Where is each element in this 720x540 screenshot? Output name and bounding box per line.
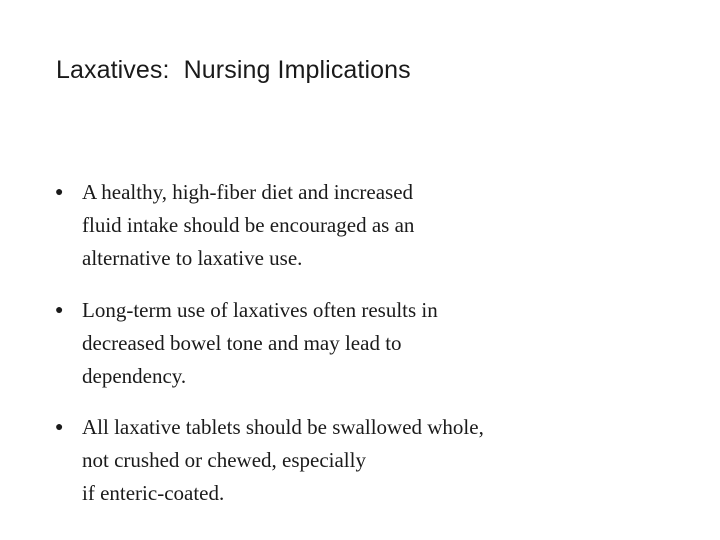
bullet-item (55, 176, 414, 275)
bullet-dot-icon: ● (55, 420, 64, 435)
bullet-item (55, 294, 438, 393)
bullet-text-line: not crushed or chewed, especially (82, 448, 366, 472)
bullet-item (55, 411, 484, 510)
bullet-text-line: if enteric-coated. (82, 481, 225, 505)
bullet-text-line: decreased bowel tone and may lead to (82, 331, 402, 355)
bullet-text-line: fluid intake should be encouraged as an (82, 213, 415, 237)
bullet-dot-icon: ● (55, 185, 64, 200)
bullet-text-line: All laxative tablets should be swallowed whole, (82, 415, 484, 439)
bullet-text-line: alternative to laxative use. (82, 246, 303, 270)
bullet-text-line: A healthy, high-fiber diet and increased (82, 180, 414, 204)
bullet-text-line: dependency. (82, 364, 187, 388)
slide-title: Laxatives: Nursing Implications (56, 56, 411, 84)
bullet-text-line: Long-term use of laxatives often results in (82, 298, 438, 322)
bullet-dot-icon: ● (55, 303, 64, 318)
